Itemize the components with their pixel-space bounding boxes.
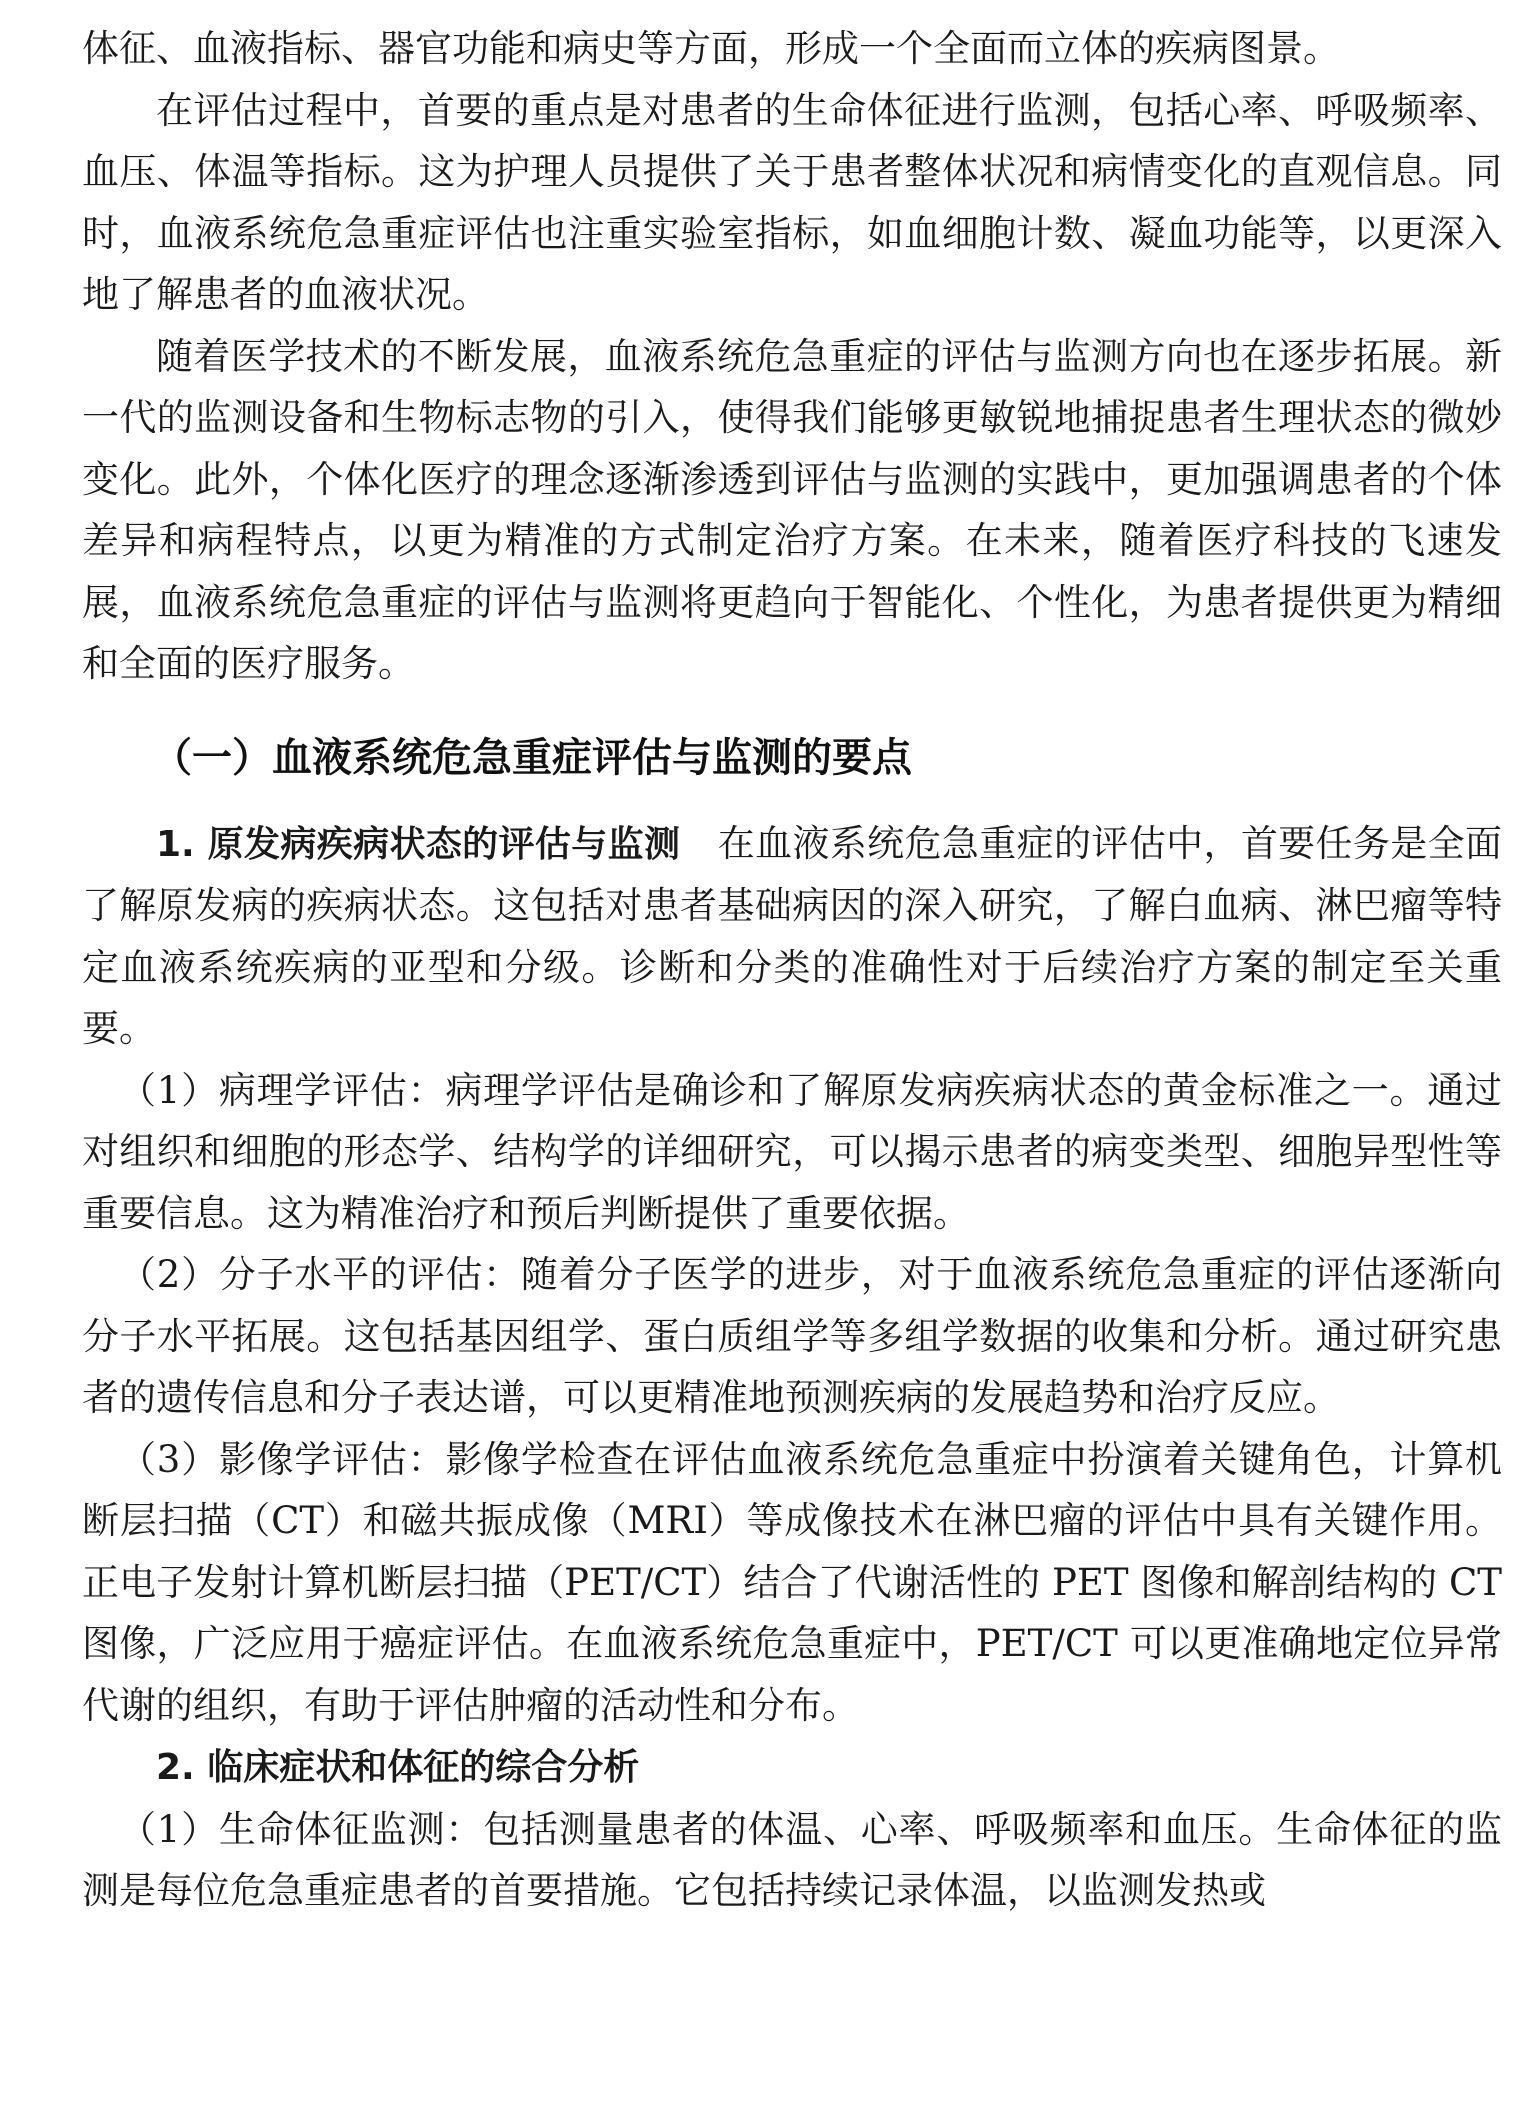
sub-item-vital-monitoring: （1）生命体征监测：包括测量患者的体温、心率、呼吸频率和血压。生命体征的监测是每位危急重症患者的首要措施。它包括持续记录体温，以监测发热或 <box>82 1807 1502 1912</box>
paragraph-future-directions: 随着医学技术的不断发展，血液系统危急重症的评估与监测方向也在逐步拓展。新一代的监测设备和生物标志物的引入，使得我们能够更敏锐地捕捉患者生理状态的微妙变化。此外，个体化医疗的理念逐渐渗透到评估与监测的实践中，更加强调患者的个体差异和病程特点，以更为精准的方式制定治疗方案。在未来，随着医疗科技的飞速发展，血液系统危急重症的评估与监测将更趋向于智能化、个性化，为患者提供更为精细和全面的医疗服务。 <box>82 334 1502 685</box>
paragraph-vital-signs: 在评估过程中，首要的重点是对患者的生命体征进行监测，包括心率、呼吸频率、血压、体温等指标。这为护理人员提供了关于患者整体状况和病情变化的直观信息。同时，血液系统危急重症评估也注重实验室指标，如血细胞计数、凝血功能等，以更深入地了解患者的血液状况。 <box>82 88 1502 316</box>
section-heading: （一）血液系统危急重症评估与监测的要点 <box>152 734 912 781</box>
sub-item-molecular: （2）分子水平的评估：随着分子医学的进步，对于血液系统危急重症的评估逐渐向分子水平拓展。这包括基因组学、蛋白质组学等多组学数据的收集和分析。通过研究患者的遗传信息和分子表达谱，可以更精准地预测疾病的发展趋势和治疗反应。 <box>82 1253 1502 1419</box>
sub-item-imaging: （3）影像学评估：影像学检查在评估血液系统危急重症中扮演着关键角色，计算机断层扫描（CT）和磁共振成像（MRI）等成像技术在淋巴瘤的评估中具有关键作用。正电子发射计算机断层扫描（PET/CT）结合了代谢活性的 PET 图像和解剖结构的 CT 图像，广泛应用于癌症评估。在血液系统危急重症中，PET/CT 可以更准确地定位异常代谢的组织，有助于评估肿瘤的活动性和分布。 <box>82 1437 1502 1727</box>
item-2-heading: 2. 临床症状和体征的综合分析 <box>156 1747 640 1788</box>
sub-item-pathology: （1）病理学评估：病理学评估是确诊和了解原发病疾病状态的黄金标准之一。通过对组织和细胞的形态学、结构学的详细研究，可以揭示患者的病变类型、细胞异型性等重要信息。这为精准治疗和预后判断提供了重要依据。 <box>82 1068 1502 1235</box>
item-1-body: 在血液系统危急重症的评估中，首要任务是全面了解原发病的疾病状态。这包括对患者基础病因的深入研究，了解白血病、淋巴瘤等特定血液系统疾病的亚型和分级。诊断和分类的准确性对于后续治疗方案的制定至关重要。 <box>82 821 1502 1050</box>
item-1-paragraph <box>82 813 1502 1060</box>
item-1-heading: 1. 原发病疾病状态的评估与监测 <box>156 823 681 865</box>
paragraph-continuation: 体征、血液指标、器官功能和病史等方面，形成一个全面而立体的疾病图景。 <box>82 27 1340 70</box>
item-2-paragraph <box>82 1736 1502 1799</box>
document-page <box>82 18 1502 1922</box>
